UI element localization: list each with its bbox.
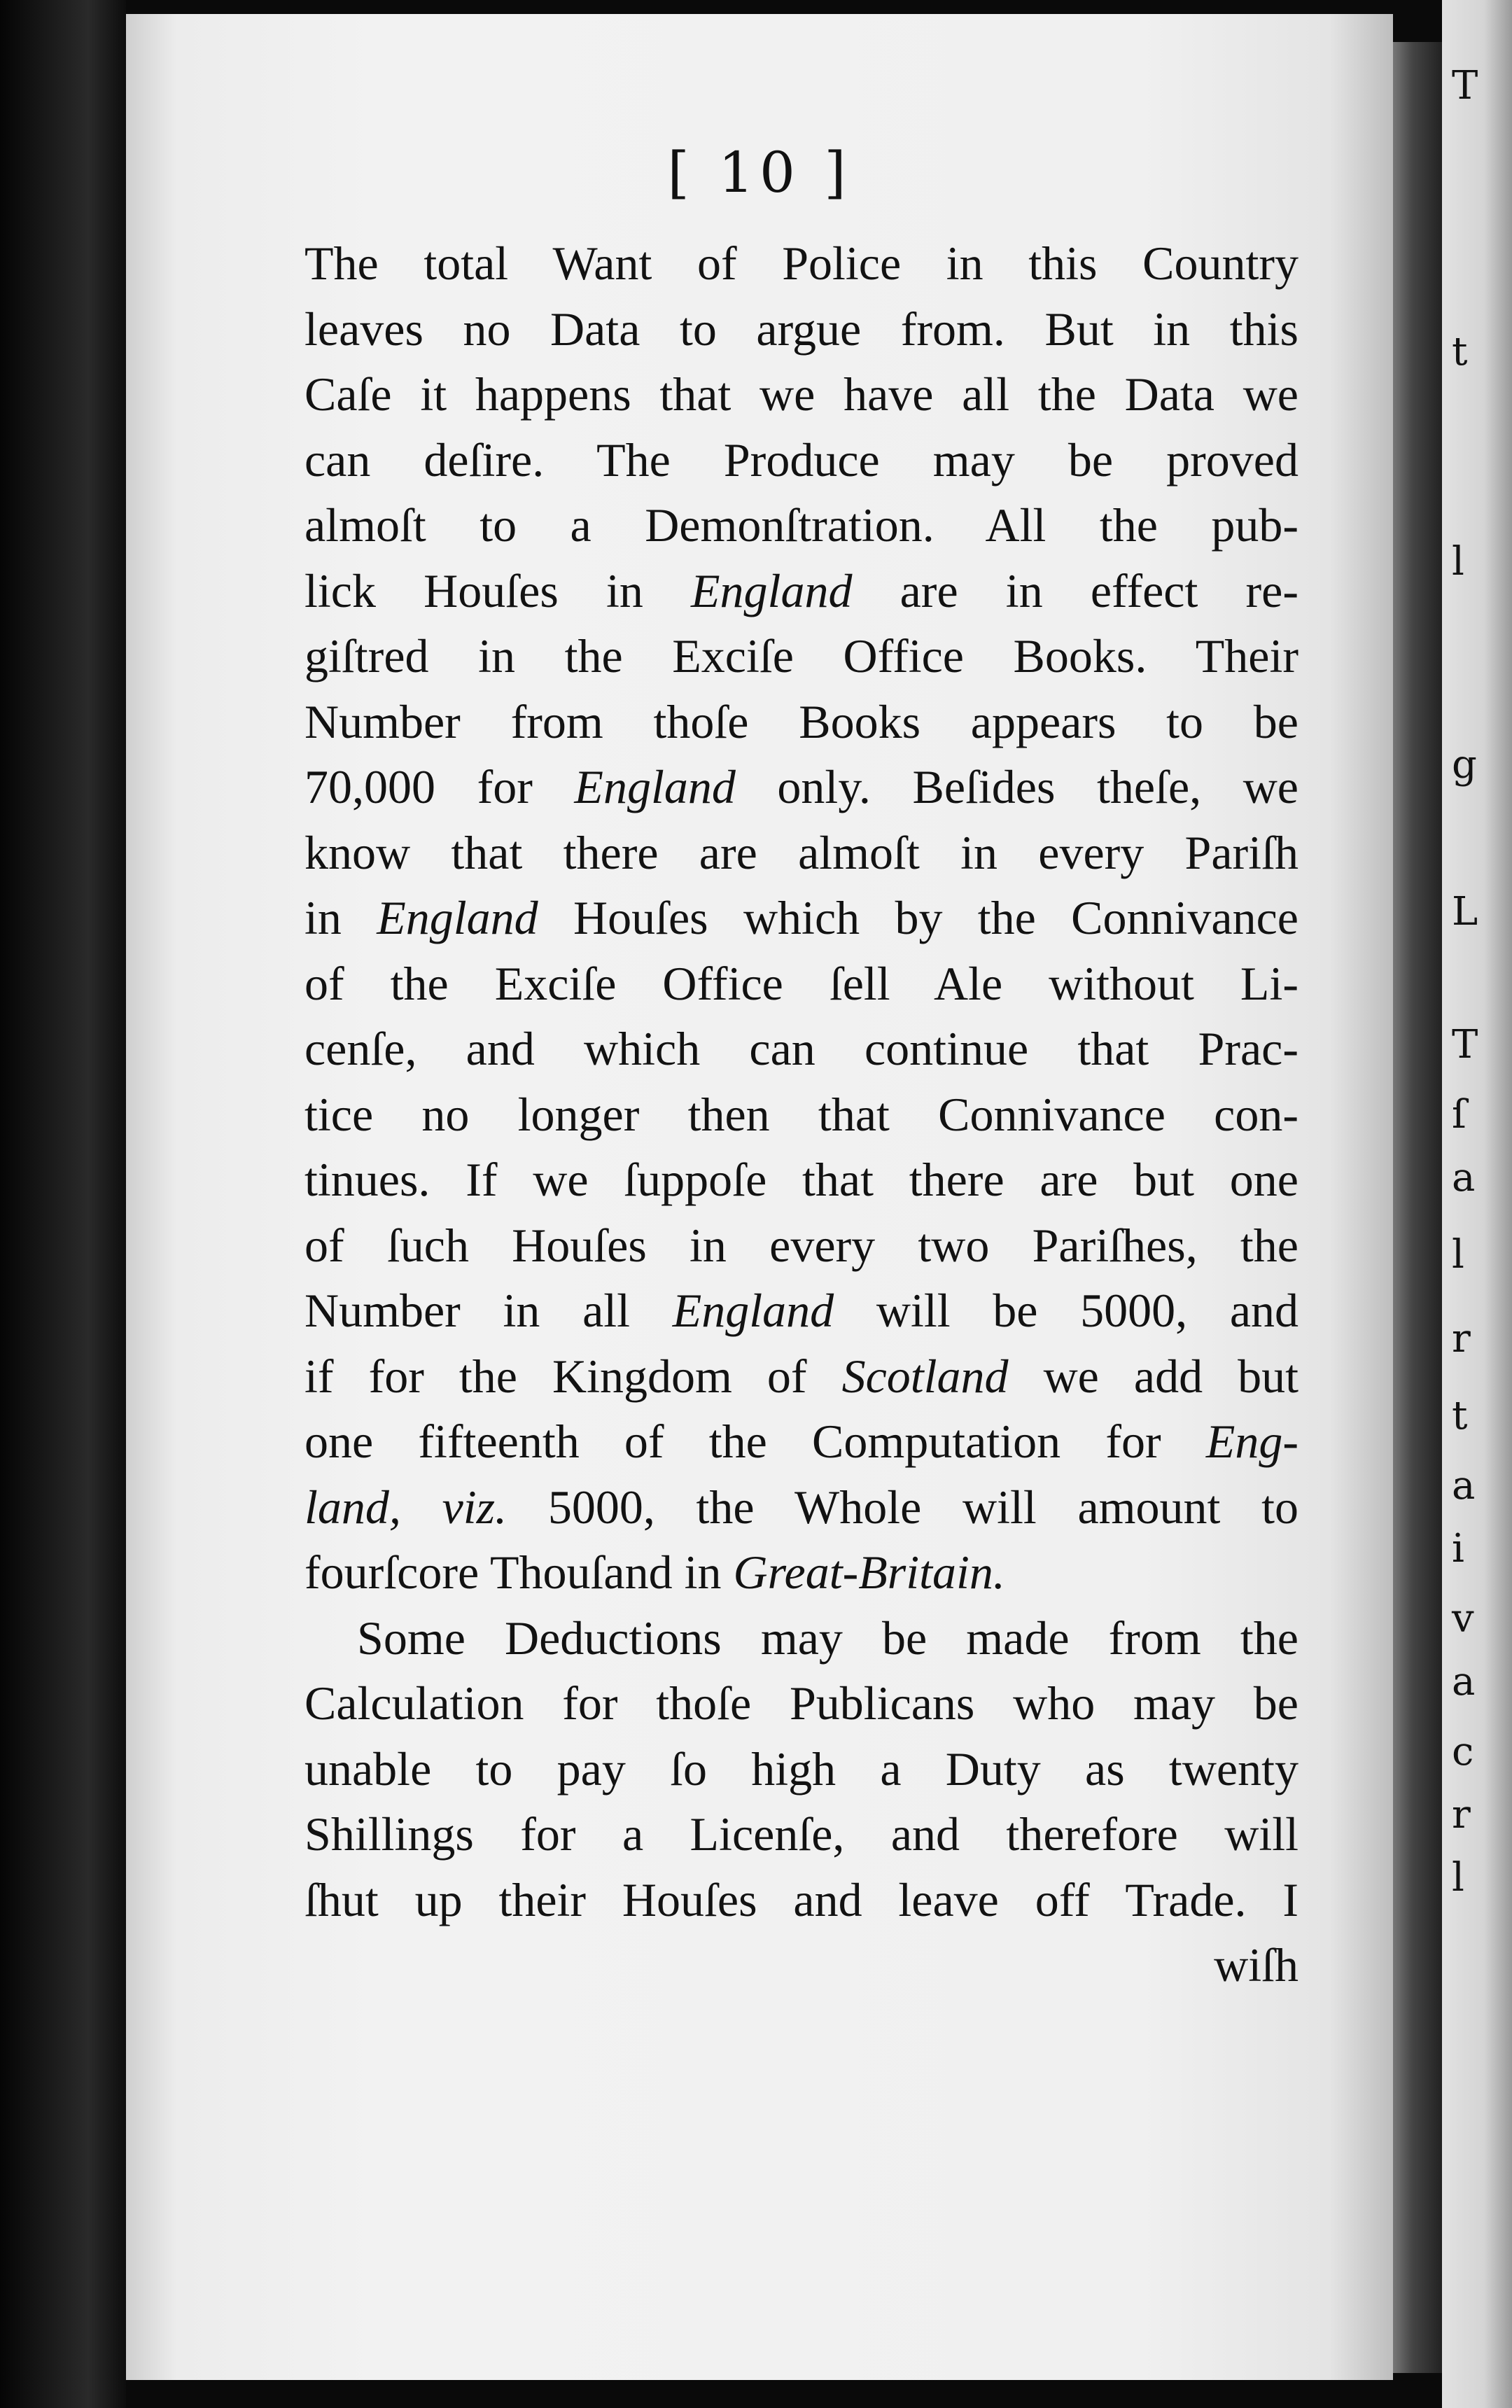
- adjacent-page-letter: r: [1452, 1316, 1471, 1362]
- text-line: of ſuch Houſes in every two Pariſhes, the: [304, 1218, 1298, 1272]
- adjacent-page-letter: g: [1452, 742, 1477, 788]
- text-line: The total Want of Police in this Country: [304, 237, 1298, 290]
- text-line: in England Houſes which by the Connivance: [304, 891, 1298, 944]
- adjacent-page-letter: t: [1452, 329, 1468, 374]
- text-line: one fifteenth of the Computation for Eng-: [304, 1415, 1298, 1468]
- text-line: of the Exciſe Office ſell Ale without Li-: [304, 956, 1298, 1010]
- text-line: Some Deductions may be made from the: [357, 1611, 1298, 1665]
- catchword: wiſh: [1214, 1938, 1298, 1991]
- text-line: tice no longer then that Connivance con-: [304, 1087, 1298, 1141]
- body-text: [304, 231, 1298, 1998]
- adjacent-page-letter: a: [1452, 1155, 1476, 1200]
- adjacent-page-letter: c: [1452, 1729, 1474, 1774]
- text-line: Number from thoſe Books appears to be: [304, 694, 1298, 748]
- adjacent-page-letter: t: [1452, 1393, 1468, 1438]
- text-line: Calculation for thoſe Publicans who may be: [304, 1676, 1298, 1730]
- text-line: can deſire. The Produce may be proved: [304, 433, 1298, 486]
- text-line: Shillings for a Licenſe, and therefore will: [304, 1807, 1298, 1861]
- adjacent-page-letter: T: [1452, 1022, 1478, 1068]
- adjacent-page-letter: l: [1452, 1232, 1464, 1278]
- text-line: lick Houſes in England are in effect re-: [304, 564, 1298, 617]
- adjacent-page-letter: v: [1452, 1596, 1474, 1642]
- page-number-header: [ 10 ]: [667, 140, 852, 205]
- text-line: almoſt to a Demonſtration. All the pub-: [304, 498, 1298, 552]
- adjacent-page-letter: ſ: [1452, 1092, 1466, 1138]
- text-line: cenſe, and which can continue that Prac-: [304, 1022, 1298, 1075]
- adjacent-page-letter: r: [1452, 1792, 1471, 1837]
- adjacent-page-letter: l: [1452, 1855, 1464, 1900]
- text-line: Caſe it happens that we have all the Data we: [304, 368, 1298, 421]
- text-line: land, viz. 5000, the Whole will amount to: [304, 1480, 1298, 1534]
- text-line: giſtred in the Exciſe Office Books. Their: [304, 629, 1298, 682]
- text-line: unable to pay ſo high a Duty as twenty: [304, 1742, 1298, 1795]
- adjacent-page-letter: a: [1452, 1463, 1476, 1508]
- adjacent-page-letter: a: [1452, 1659, 1476, 1704]
- adjacent-page-edge: [1442, 0, 1512, 2408]
- text-line: know that there are almoſt in every Pariſh: [304, 825, 1298, 879]
- text-line: ſhut up their Houſes and leave off Trade. I: [304, 1872, 1298, 1926]
- text-line: fourſcore Thouſand in Great-Britain.: [304, 1546, 1005, 1599]
- text-line: 70,000 for England only. Beſides theſe, we: [304, 760, 1298, 813]
- text-line: leaves no Data to argue from. But in this: [304, 302, 1298, 356]
- adjacent-page-letter: T: [1452, 63, 1478, 108]
- adjacent-page-letter: i: [1452, 1526, 1464, 1572]
- left-gutter: [0, 0, 126, 2408]
- text-line: tinues. If we ſuppoſe that there are but one: [304, 1153, 1298, 1206]
- adjacent-page-letter: l: [1452, 539, 1464, 584]
- adjacent-page-letter: L: [1452, 889, 1478, 934]
- book-spine-shadow: [1393, 42, 1442, 2373]
- text-line: if for the Kingdom of Scotland we add but: [304, 1349, 1298, 1403]
- text-line: Number in all England will be 5000, and: [304, 1284, 1299, 1337]
